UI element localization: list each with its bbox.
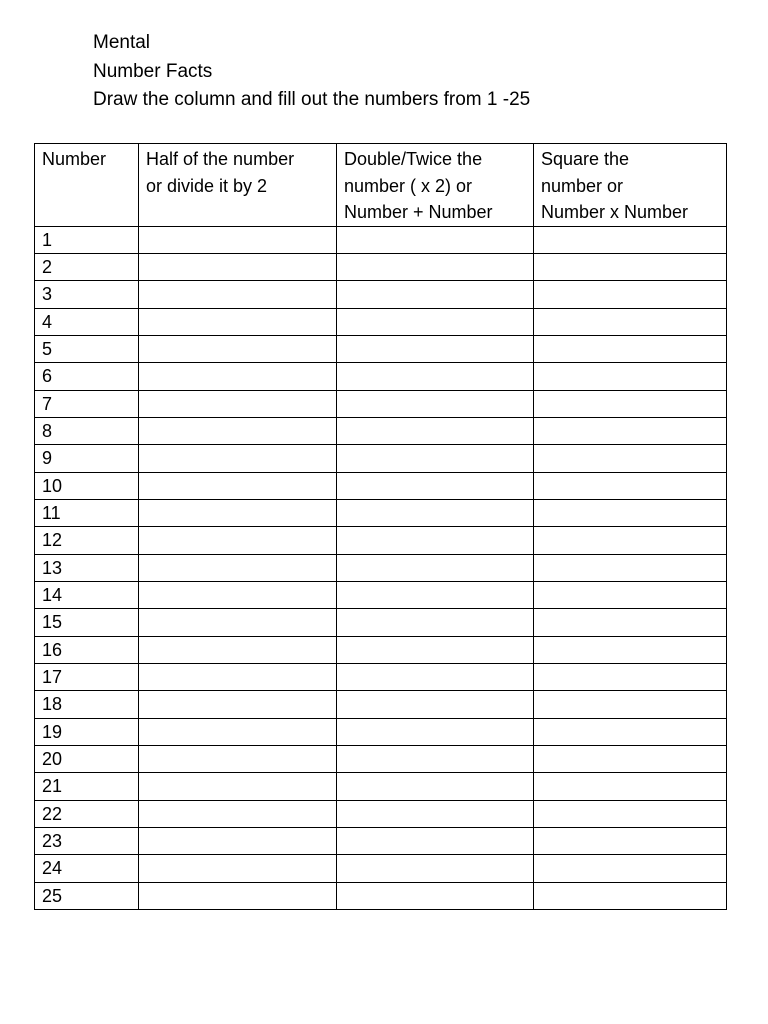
double-cell[interactable] [337, 746, 534, 773]
half-cell[interactable] [139, 499, 337, 526]
number-cell: 11 [35, 499, 139, 526]
header-half: Half of the number or divide it by 2 [139, 144, 337, 227]
table-row [35, 390, 727, 417]
double-cell[interactable] [337, 472, 534, 499]
table-row [35, 417, 727, 444]
number-cell: 24 [35, 855, 139, 882]
number-cell: 15 [35, 609, 139, 636]
number-cell: 1 [35, 226, 139, 253]
number-facts-table [34, 143, 727, 910]
half-cell[interactable] [139, 746, 337, 773]
table-row [35, 636, 727, 663]
square-cell[interactable] [534, 581, 727, 608]
square-cell[interactable] [534, 828, 727, 855]
half-cell[interactable] [139, 554, 337, 581]
double-cell[interactable] [337, 609, 534, 636]
number-cell: 16 [35, 636, 139, 663]
square-cell[interactable] [534, 226, 727, 253]
half-cell[interactable] [139, 581, 337, 608]
half-cell[interactable] [139, 308, 337, 335]
double-cell[interactable] [337, 691, 534, 718]
table-row [35, 308, 727, 335]
double-cell[interactable] [337, 527, 534, 554]
worksheet-heading [93, 29, 530, 115]
half-cell[interactable] [139, 335, 337, 362]
square-cell[interactable] [534, 390, 727, 417]
double-cell[interactable] [337, 581, 534, 608]
number-cell: 5 [35, 335, 139, 362]
double-cell[interactable] [337, 335, 534, 362]
square-cell[interactable] [534, 472, 727, 499]
heading-subtitle: Number Facts [93, 60, 213, 82]
half-cell[interactable] [139, 253, 337, 280]
double-cell[interactable] [337, 417, 534, 444]
square-cell[interactable] [534, 855, 727, 882]
half-cell[interactable] [139, 664, 337, 691]
double-cell[interactable] [337, 226, 534, 253]
square-cell[interactable] [534, 499, 727, 526]
table-row [35, 445, 727, 472]
number-cell: 10 [35, 472, 139, 499]
double-cell[interactable] [337, 445, 534, 472]
square-cell[interactable] [534, 664, 727, 691]
square-cell[interactable] [534, 746, 727, 773]
number-cell: 6 [35, 363, 139, 390]
number-cell: 22 [35, 800, 139, 827]
half-cell[interactable] [139, 390, 337, 417]
header-double: Double/Twice the number ( x 2) or Number + Number [337, 144, 534, 227]
half-cell[interactable] [139, 691, 337, 718]
number-cell: 8 [35, 417, 139, 444]
number-cell: 17 [35, 664, 139, 691]
square-cell[interactable] [534, 718, 727, 745]
half-cell[interactable] [139, 417, 337, 444]
table-row [35, 335, 727, 362]
square-cell[interactable] [534, 636, 727, 663]
half-cell[interactable] [139, 636, 337, 663]
table-row [35, 581, 727, 608]
table-row [35, 472, 727, 499]
number-cell: 12 [35, 527, 139, 554]
square-cell[interactable] [534, 773, 727, 800]
number-cell: 3 [35, 281, 139, 308]
double-cell[interactable] [337, 800, 534, 827]
square-cell[interactable] [534, 554, 727, 581]
square-cell[interactable] [534, 691, 727, 718]
header-number: Number [35, 144, 139, 227]
double-cell[interactable] [337, 390, 534, 417]
double-cell[interactable] [337, 308, 534, 335]
number-cell: 19 [35, 718, 139, 745]
heading-instructions: Draw the column and fill out the numbers from 1 -25 [93, 89, 531, 110]
table-row [35, 226, 727, 253]
number-cell: 25 [35, 882, 139, 909]
number-cell: 21 [35, 773, 139, 800]
table-row [35, 773, 727, 800]
number-cell: 4 [35, 308, 139, 335]
half-cell[interactable] [139, 855, 337, 882]
table-row [35, 664, 727, 691]
double-cell[interactable] [337, 828, 534, 855]
square-cell[interactable] [534, 335, 727, 362]
table-row [35, 253, 727, 280]
square-cell[interactable] [534, 417, 727, 444]
square-cell[interactable] [534, 308, 727, 335]
number-cell: 23 [35, 828, 139, 855]
number-cell: 14 [35, 581, 139, 608]
double-cell[interactable] [337, 855, 534, 882]
table-header-row [35, 144, 727, 227]
half-cell[interactable] [139, 527, 337, 554]
double-cell[interactable] [337, 554, 534, 581]
number-cell: 9 [35, 445, 139, 472]
table-body [35, 226, 727, 910]
half-cell[interactable] [139, 445, 337, 472]
half-cell[interactable] [139, 773, 337, 800]
half-cell[interactable] [139, 226, 337, 253]
square-cell[interactable] [534, 882, 727, 909]
double-cell[interactable] [337, 363, 534, 390]
half-cell[interactable] [139, 828, 337, 855]
table-row [35, 609, 727, 636]
half-cell[interactable] [139, 609, 337, 636]
square-cell[interactable] [534, 527, 727, 554]
number-cell: 7 [35, 390, 139, 417]
header-square: Square the number or Number x Number [534, 144, 727, 227]
number-cell: 2 [35, 253, 139, 280]
number-cell: 18 [35, 691, 139, 718]
half-cell[interactable] [139, 472, 337, 499]
square-cell[interactable] [534, 800, 727, 827]
heading-title: Mental [93, 32, 151, 53]
table-row [35, 800, 727, 827]
table-row [35, 554, 727, 581]
table-row [35, 527, 727, 554]
double-cell[interactable] [337, 773, 534, 800]
half-cell[interactable] [139, 800, 337, 827]
table-row [35, 828, 727, 855]
table-row [35, 855, 727, 882]
double-cell[interactable] [337, 664, 534, 691]
square-cell[interactable] [534, 609, 727, 636]
double-cell[interactable] [337, 636, 534, 663]
table-row [35, 499, 727, 526]
table-row [35, 746, 727, 773]
number-cell: 13 [35, 554, 139, 581]
half-cell[interactable] [139, 363, 337, 390]
double-cell[interactable] [337, 499, 534, 526]
table-row [35, 363, 727, 390]
double-cell[interactable] [337, 882, 534, 909]
square-cell[interactable] [534, 445, 727, 472]
table-row [35, 718, 727, 745]
half-cell[interactable] [139, 281, 337, 308]
square-cell[interactable] [534, 363, 727, 390]
table-row [35, 281, 727, 308]
square-cell[interactable] [534, 281, 727, 308]
table-row [35, 691, 727, 718]
half-cell[interactable] [139, 882, 337, 909]
half-cell[interactable] [139, 718, 337, 745]
number-cell: 20 [35, 746, 139, 773]
double-cell[interactable] [337, 253, 534, 280]
double-cell[interactable] [337, 281, 534, 308]
table-row [35, 882, 727, 909]
double-cell[interactable] [337, 718, 534, 745]
square-cell[interactable] [534, 253, 727, 280]
